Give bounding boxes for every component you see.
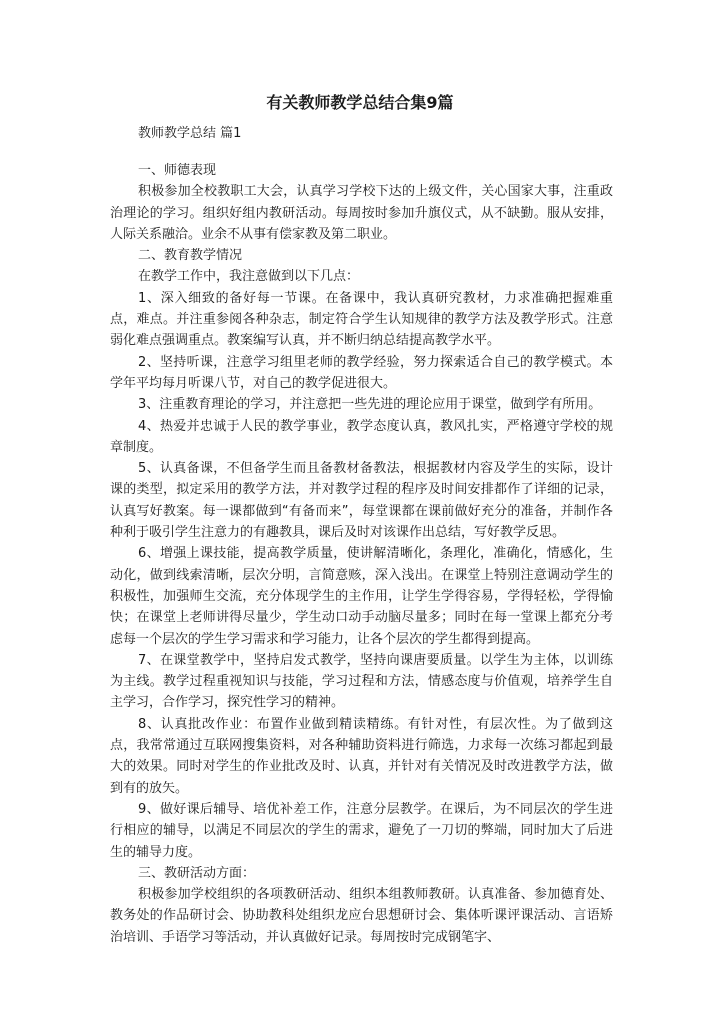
paragraph: 5、认真备课，不但备学生而且备教材备教法，根据教材内容及学生的实际，设计课的类型，拟定采用的教学方法，并对教学过程的程序及时间安排都作了详细的记录，认真写好教案。每一课都做到“有备而来”，每堂课都在课前做好充分的准备，并制作各种利于吸引学生注意力的有趣教具，课后及时对该课作出总结，写好教学反思。 <box>110 461 613 541</box>
paragraph: 9、做好课后辅导、培优补差工作，注意分层教学。在课后，为不同层次的学生进行相应的辅导，以满足不同层次的学生的需求，避免了一刀切的弊端，同时加大了后进生的辅导力度。 <box>110 801 613 860</box>
paragraph: 3、注重教育理论的学习，并注意把一些先进的理论应用于课堂，做到学有所用。 <box>138 397 602 413</box>
paragraph: 2、坚持听课，注意学习组里老师的教学经验，努力探索适合自己的教学模式。本学年平均每月听课八节，对自己的教学促进很大。 <box>110 354 613 391</box>
paragraph: 7、在课堂教学中，坚持启发式教学，坚持向课唐要质量。以学生为主体，以训练为主线。教学过程重视知识与技能，学习过程和方法，情感态度与价值观，培养学生自主学习，合作学习，探究性学习的精神。 <box>110 652 613 711</box>
document-body <box>110 160 613 948</box>
paragraph: 8、认真批改作业：布置作业做到精读精练。有针对性，有层次性。为了做到这点，我常常通过互联网搜集资料，对各种辅助资料进行筛选，力求每一次练习都起到最大的效果。同时对学生的作业批改及时、认真，并针对有关情况及时改进教学方法，做到有的放矢。 <box>110 716 613 796</box>
paragraph: 4、热爱并忠诚于人民的教学事业，教学态度认真，教风扎实，严格遵守学校的规章制度。 <box>110 418 613 455</box>
paragraph: 积极参加全校教职工大会，认真学习学校下达的上级文件，关心国家大事，注重政治理论的学习。组织好组内教研活动。每周按时参加升旗仪式，从不缺勤。服从安排，人际关系融洽。业余不从事有偿家教及第二职业。 <box>110 184 613 242</box>
section-heading: 二、教育教学情况 <box>138 248 243 264</box>
paragraph: 1、深入细致的备好每一节课。在备课中，我认真研究教材，力求准确把握难重点，难点。并注重参阅各种杂志，制定符合学生认知规律的教学方法及教学形式。注意弱化难点强调重点。教案编写认真，并不断归纳总结提高教学水平。 <box>110 290 613 349</box>
paragraph: 6、增强上课技能，提高教学质量，使讲解清晰化，条理化，准确化，情感化，生动化，做到线索清晰，层次分明，言简意赅，深入浅出。在课堂上特别注意调动学生的积极性，加强师生交流，充分体现学生的主作用，让学生学得容易，学得轻松，学得愉快；在课堂上老师讲得尽量少，学生动口动手动脑尽量多；同时在每一堂课上都充分考虑每一个层次的学生学习需求和学习能力，让各个层次的学生都得到提高。 <box>110 546 613 647</box>
paragraph: 积极参加学校组织的各项教研活动、组织本组教师教研。认真准备、参加德育处、教务处的作品研讨会、协助教科处组织龙应台思想研讨会、集体听课评课活动、言语矫治培训、手语学习等活动，并认真做好记录。每周按时完成钢笔字、 <box>110 887 613 945</box>
section-heading: 一、师德表现 <box>138 163 217 178</box>
document-subtitle: 教师教学总结 篇1 <box>138 126 242 141</box>
document-title: 有关教师教学总结合集9篇 <box>266 93 454 112</box>
paragraph: 在教学工作中，我注意做到以下几点： <box>138 269 360 285</box>
section-heading: 三、教研活动方面： <box>138 865 256 881</box>
